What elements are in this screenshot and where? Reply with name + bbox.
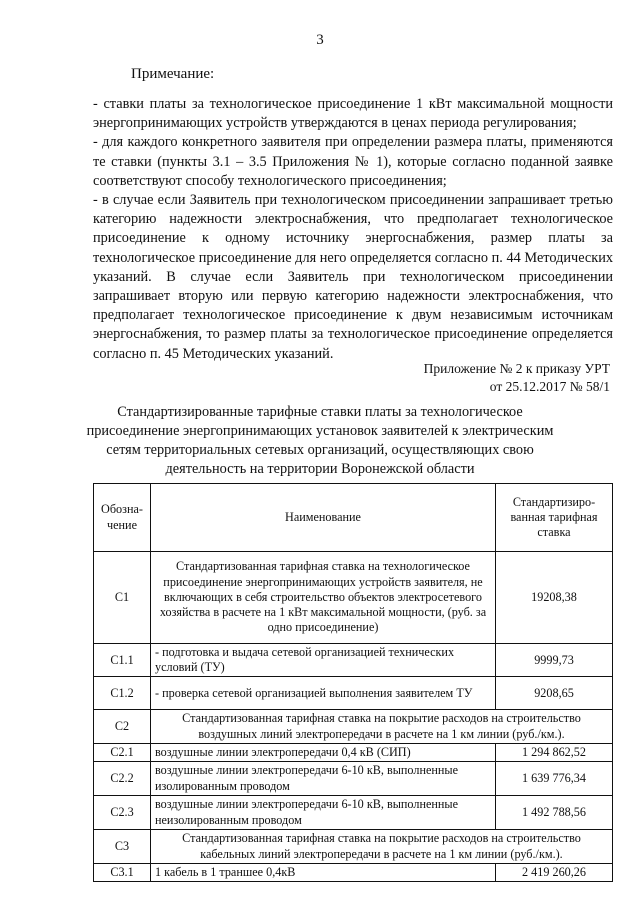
- row-code: С2.1: [94, 743, 151, 761]
- row-name: - подготовка и выдача сетевой организацией технических условий (ТУ): [151, 644, 496, 677]
- row-rate: 9999,73: [496, 644, 613, 677]
- table-row: [94, 677, 613, 710]
- row-rate: 1 639 776,34: [496, 762, 613, 796]
- header-rate: Стандартизиро-ванная тарифная ставка: [496, 484, 613, 552]
- note-paragraph: - в случае если Заявитель при технологическом присоединении запрашивает третью категорию надежности электроснабжения, что предполагает технологическое присоединение к одному источнику энергоснабжения, размер платы за технологическое присоединение для него определяется согласно п. 44 Методических указаний. В случае если Заявитель при технологическом присоединении запрашивает вторую или первую категорию надежности электроснабжения, что предполагает технологическое присоединение к двум независимым источникам энергоснабжения, то размер платы за технологическое присоединение определяется согласно п. 45 Методических указаний.: [93, 192, 613, 362]
- header-name: Наименование: [151, 484, 496, 552]
- table-row: [94, 762, 613, 796]
- row-code: С1.2: [94, 677, 151, 710]
- row-name: воздушные линии электропередачи 6-10 кВ, выполненные неизолированным проводом: [151, 796, 496, 830]
- note-paragraph: - ставки платы за технологическое присоединение 1 кВт максимальной мощности энергопринимающих устройств утверждаются в ценах периода регулирования;: [93, 96, 613, 132]
- row-code: С2: [94, 710, 151, 743]
- table-row: [94, 796, 613, 830]
- table-row: [94, 552, 613, 644]
- row-name: 1 кабель в 1 траншее 0,4кВ: [151, 864, 496, 882]
- document-title: Стандартизированные тарифные ставки платы за технологическое присоединение энергопринимающих установок заявителей к электрическим сетям территориальных сетевых организаций, осуществляющих свою деятельность на территории Воронежской области: [86, 404, 554, 477]
- appendix-reference: [424, 360, 610, 396]
- note-title: Примечание:: [131, 66, 215, 82]
- note-body: [93, 95, 613, 364]
- row-name: - проверка сетевой организацией выполнения заявителем ТУ: [151, 677, 496, 710]
- row-rate: 19208,38: [496, 552, 613, 644]
- row-name: Стандартизованная тарифная ставка на технологическое присоединение энергопринимающих устройств заявителя, не включающих в себя строительство объектов электросетевого хозяйства в расчете на 1 кВт максимальной мощности, (руб. за одно присоединение): [151, 552, 496, 644]
- row-name: Стандартизованная тарифная ставка на покрытие расходов на строительство воздушных линий электропередачи в расчете на 1 км линии (руб./км.).: [151, 710, 613, 743]
- row-rate: 1 294 862,52: [496, 743, 613, 761]
- row-code: С3: [94, 830, 151, 864]
- row-code: С2.3: [94, 796, 151, 830]
- row-rate: 9208,65: [496, 677, 613, 710]
- row-name: воздушные линии электропередачи 0,4 кВ (СИП): [151, 743, 496, 761]
- table-row: [94, 644, 613, 677]
- row-name: воздушные линии электропередачи 6-10 кВ, выполненные изолированным проводом: [151, 762, 496, 796]
- appendix-line: Приложение № 2 к приказу УРТ: [423, 361, 610, 376]
- table-header-row: [94, 484, 613, 552]
- page-number: 3: [316, 32, 324, 48]
- row-code: С1: [94, 552, 151, 644]
- tariff-rates-table: [93, 483, 613, 882]
- appendix-date: от 25.12.2017 № 58/1: [489, 379, 610, 394]
- table-row: [94, 864, 613, 882]
- row-rate: 1 492 788,56: [496, 796, 613, 830]
- header-code: Обозна-чение: [94, 484, 151, 552]
- table-row: [94, 830, 613, 864]
- row-name: Стандартизованная тарифная ставка на покрытие расходов на строительство кабельных линий электропередачи в расчете на 1 км линии (руб./км.).: [151, 830, 613, 864]
- table-row: [94, 710, 613, 743]
- row-code: С3.1: [94, 864, 151, 882]
- row-rate: 2 419 260,26: [496, 864, 613, 882]
- row-code: С1.1: [94, 644, 151, 677]
- table-row: [94, 743, 613, 761]
- row-code: С2.2: [94, 762, 151, 796]
- note-paragraph: - для каждого конкретного заявителя при определении размера платы, применяются те ставки (пункты 3.1 – 3.5 Приложения № 1), которые согласно поданной заявке соответствуют способу технологического присоединения;: [93, 134, 613, 189]
